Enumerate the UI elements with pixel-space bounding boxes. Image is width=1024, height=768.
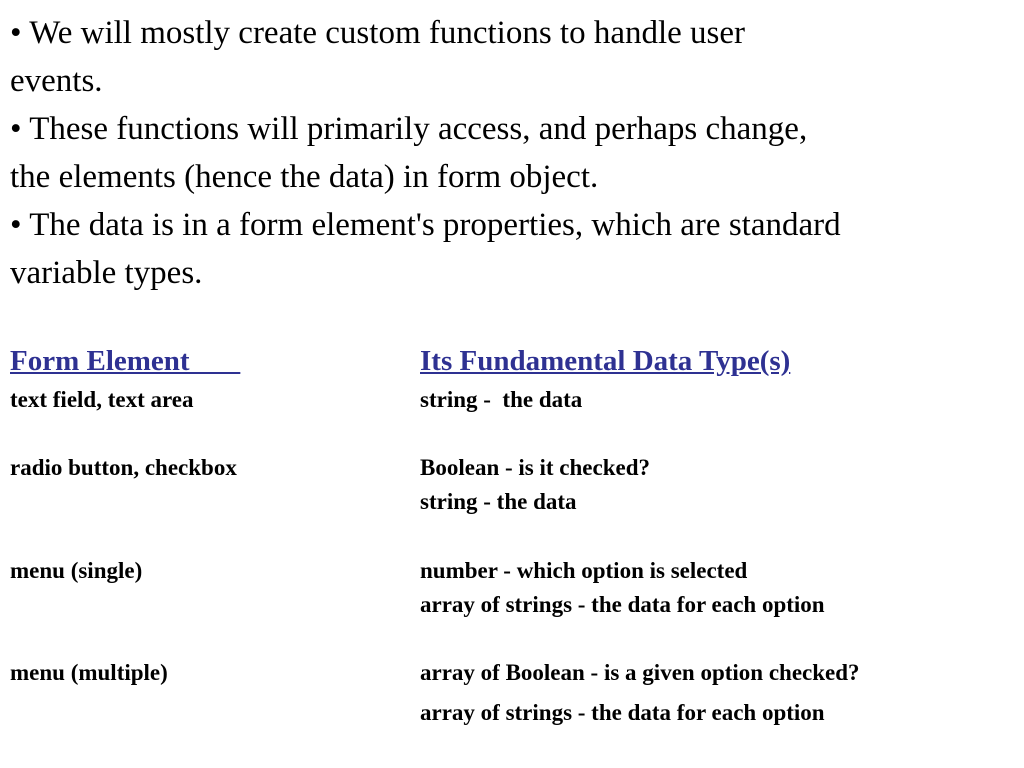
row-2-element: radio button, checkbox [10, 455, 237, 480]
bullet-1-line-1: • We will mostly create custom functions to handle user [10, 15, 746, 51]
row-3-type-1: number - which option is selected [420, 558, 748, 583]
row-3-element: menu (single) [10, 558, 143, 583]
row-4-type-2: array of strings - the data for each option [420, 700, 825, 725]
row-3-type-2: array of strings - the data for each option [420, 592, 825, 617]
bullet-2-line-1: • These functions will primarily access, and perhaps change, [10, 111, 808, 147]
bullet-1-line-2: events. [10, 63, 103, 99]
row-2-type-2: string - the data [420, 489, 577, 514]
bullet-3-line-2: variable types. [10, 255, 203, 291]
row-1-type-1: string - the data [420, 387, 583, 412]
header-form-element: Form Element [10, 345, 241, 377]
bullet-2-line-2: the elements (hence the data) in form object. [10, 159, 599, 195]
row-4-type-1: array of Boolean - is a given option checked? [420, 660, 860, 685]
row-1-element: text field, text area [10, 387, 194, 412]
bullet-3-line-1: • The data is in a form element's properties, which are standard [10, 207, 841, 243]
row-4-element: menu (multiple) [10, 660, 168, 685]
header-data-type: Its Fundamental Data Type(s) [420, 345, 791, 377]
bullet-list [10, 9, 1022, 297]
row-2-type-1: Boolean - is it checked? [420, 455, 650, 480]
